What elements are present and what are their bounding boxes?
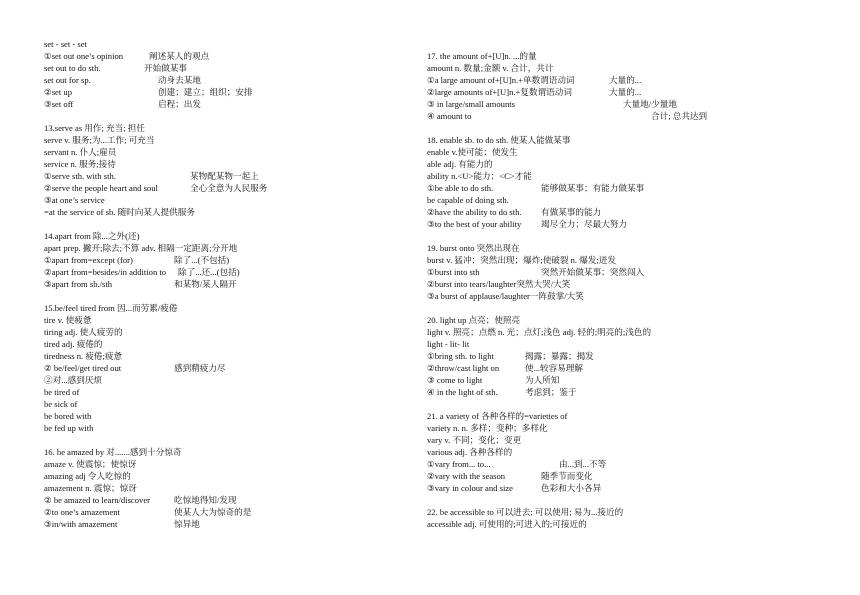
line-text: tire v. 使疲惫 [44,315,92,325]
line-text: 16. be amazed by 对.......感到十分惊奇 [44,447,182,457]
line-meaning: 开始做某事 [144,63,187,73]
line-meaning: 使某人大为惊奇的是 [174,507,252,517]
line-meaning: 除了...(不包括) [174,255,230,265]
line-meaning: 惊异地 [174,519,200,529]
line-text: be fed up with [44,423,94,433]
line-text: ② be amazed to learn/discover [44,495,151,505]
line-text: ③in/with amazement [44,519,118,529]
line-text: ②to one’s amazement [44,507,120,517]
line-text: ①apart from=except (for) [44,255,133,265]
line-meaning: 由...到...不等 [559,459,607,469]
line-text: ③to the best of your ability [427,219,522,229]
line-text: amount n. 数量;金额 v. 合计，共计 [427,63,554,73]
line-text: tiring adj. 使人疲劳的 [44,327,123,337]
line-meaning: 除了...还...(包括) [178,267,240,277]
line-meaning: 感到精疲力尽 [174,363,226,373]
line-meaning: 动身去某地 [158,75,201,85]
line-text: amazement n. 震惊；惊讶 [44,483,137,493]
line-text: ③vary in colour and size [427,483,513,493]
line-meaning: 能够做某事；有能力做某事 [541,183,645,193]
line-text: ②serve the people heart and soul [44,183,158,193]
line-meaning: 阐述某人的观点 [149,51,210,61]
line-text: ①serve sth. with sth. [44,171,116,181]
line-meaning: 启程；出发 [158,99,201,109]
line-text: 21. a variety of 各种各样的=varieties of [427,411,568,421]
line-meaning: 吃惊地得知/发现 [174,495,237,505]
line-text: ①vary from... to... [427,459,491,469]
line-text: ②对...感到厌烦 [44,375,103,385]
line-text: tired adj. 疲倦的 [44,339,103,349]
line-meaning: 合计; 总共达到 [651,111,708,121]
line-text: 17. the amount of+[U]n. ...的量 [427,51,537,61]
line-meaning: 突然开始做某事；突然闯入 [541,267,645,277]
line-text: ②throw/cast light on [427,363,500,373]
line-text: enable v.使可能；使发生 [427,147,518,157]
line-text: various adj. 各种各样的 [427,447,513,457]
line-text: ③ come to light [427,375,483,385]
line-text: serve v. 服务;为...工作; 可充当 [44,135,155,145]
line-text: 20. light up 点亮；使照亮 [427,315,521,325]
line-text: ①set out one’s opinion [44,51,124,61]
line-text: set out to do sth. [44,63,101,73]
line-meaning: 大量的... [609,75,642,85]
line-text: ②set up [44,87,72,97]
line-text: apart prep. 撇开;除去;不算 adv. 相隔一定距离;分开地 [44,243,238,253]
line-text: ③ in large/small amounts [427,99,515,109]
line-text: ④ amount to [427,111,472,121]
line-text: 18. enable sb. to do sth. 使某人能做某事 [427,135,571,145]
line-text: be sick of [44,399,78,409]
line-text: ②have the ability to do sth. [427,207,522,217]
line-meaning: 为人所知 [525,375,560,385]
line-text: ③apart from sb./sth [44,279,113,289]
line-text: service n. 服务;接待 [44,159,116,169]
line-text: burst v. 猛冲；突然出现；爆炸;使破裂 n. 爆发;迸发 [427,255,616,265]
line-text: 22. be accessible to 可以进去; 可以使用; 易为...接近的 [427,507,624,517]
line-meaning: 考虑到；鉴于 [525,387,577,397]
line-text: amazing adj 令人吃惊的 [44,471,131,481]
line-text: servant n. 仆人;雇员 [44,147,117,157]
line-text: be tired of [44,387,80,397]
line-text: set out for sp. [44,75,91,85]
line-meaning: 大量的... [609,87,642,97]
line-text: 13.serve as 用作; 充当; 担任 [44,123,145,133]
line-text: tiredness n. 疲倦;疲惫 [44,351,123,361]
line-text: accessible adj. 可使用的;可进入的;可接近的 [427,519,587,529]
line-text: amaze v. 使震惊；使惊讶 [44,459,137,469]
line-text: ①bring sth. to light [427,351,494,361]
line-text: ①burst into sth [427,267,480,277]
line-meaning: 揭露；暴露；揭发 [525,351,594,361]
line-text: ②burst into tears/laughter突然大哭/大笑 [427,279,571,289]
line-text: ①be able to do sth. [427,183,494,193]
line-text: ③set off [44,99,74,109]
line-text: ④ in the light of sth. [427,387,498,397]
line-text: ③a burst of applause/laughter一阵鼓掌/大笑 [427,291,584,301]
line-text: ②apart from=besides/in addition to [44,267,167,277]
line-text: variety n. n. 多样；变种；多样化 [427,423,548,433]
line-meaning: 创建；建立；组织；安排 [158,87,253,97]
line-meaning: 随季节而变化 [541,471,593,481]
line-text: be bored with [44,411,92,421]
line-text: 14.apart from 除...之外(还) [44,231,140,241]
line-meaning: 大量地/少量地 [623,99,677,109]
line-text: light v. 照亮；点燃 n. 光；点灯;浅色 adj. 轻的;明亮的;浅色的 [427,327,652,337]
line-meaning: 有做某事的能力 [541,207,602,217]
line-text: set - set - set [44,39,87,49]
line-text: 19. burst onto 突然出现在 [427,243,520,253]
line-text: able adj. 有能力的 [427,159,493,169]
line-meaning: 竭尽全力；尽最大努力 [541,219,627,229]
line-text: 15.be/feel tired from 因...而劳累/疲倦 [44,303,178,313]
line-text: ③at one’s service [44,195,105,205]
line-text: vary v. 不同；变化；变更 [427,435,522,445]
line-meaning: 使...较容易理解 [525,363,584,373]
line-meaning: 和某物/某人隔开 [174,279,237,289]
line-text: ①a large amount of+[U]n.+单数谓语动词 [427,75,575,85]
line-text: ability n.<U>能力；<C>才能 [427,171,532,181]
line-text: =at the service of sb. 随时向某人提供服务 [44,207,195,217]
line-text: ② be/feel/get tired out [44,363,122,373]
line-meaning: 全心全意为人民服务 [190,183,268,193]
line-text: light - lit- lit [427,339,470,349]
line-text: ②vary with the season [427,471,506,481]
line-meaning: 色彩和大小各异 [541,483,602,493]
line-meaning: 某物配某物一起上 [190,171,259,181]
line-text: be capable of doing sth. [427,195,509,205]
line-text: ②large amounts of+[U]n.+复数谓语动词 [427,87,572,97]
